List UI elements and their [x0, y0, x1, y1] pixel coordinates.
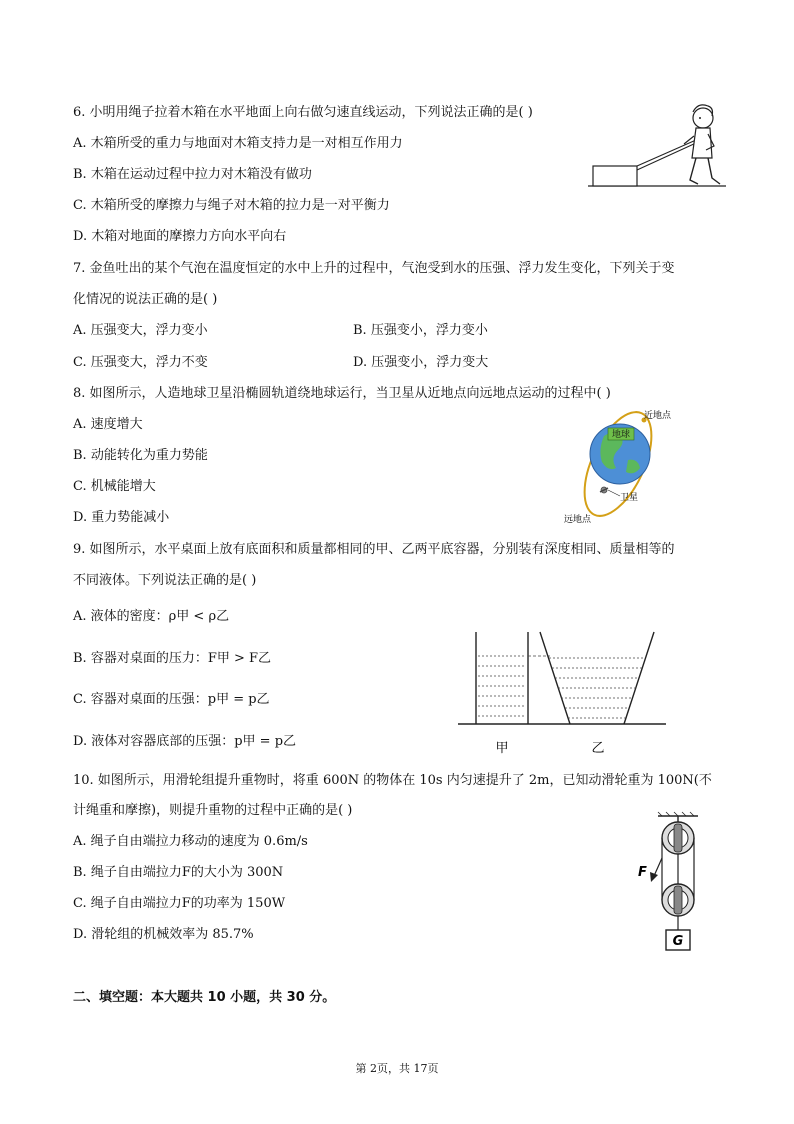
q7-option-d: D. 压强变小，浮力变大	[353, 355, 489, 370]
earth-label: 地球	[611, 430, 631, 440]
q6-option-b: B. 木箱在运动过程中拉力对木箱没有做功	[73, 167, 312, 182]
q10-option-a: A. 绳子自由端拉力移动的速度为 0.6m/s	[73, 834, 308, 849]
q10-stem-line1: 10. 如图所示，用滑轮组提升重物时，将重 600N 的物体在 10s 内匀速提升了 2m，已知动滑轮重为 100N(不	[73, 773, 712, 788]
q7-option-b: B. 压强变小，浮力变小	[353, 323, 488, 338]
page-footer: 第 2页，共 17页	[355, 1062, 439, 1075]
q7-stem-line1: 7. 金鱼吐出的某个气泡在温度恒定的水中上升的过程中，气泡受到水的压强、浮力发生变化，下列关于变	[73, 261, 675, 276]
q6-option-c: C. 木箱所受的摩擦力与绳子对木箱的拉力是一对平衡力	[73, 198, 390, 213]
force-label: F	[638, 865, 647, 880]
perigee-label: 近地点	[644, 411, 672, 421]
q8-option-a: A. 速度增大	[73, 417, 143, 432]
q6-option-a: A. 木箱所受的重力与地面对木箱支持力是一对相互作用力	[73, 136, 403, 151]
q9-stem-line2: 不同液体。下列说法正确的是( )	[73, 573, 257, 588]
q9-option-c: C. 容器对桌面的压强：p甲 = p乙	[73, 692, 270, 707]
figure-boy-pulling-box	[588, 100, 728, 200]
q7-option-a: A. 压强变大，浮力变小	[73, 323, 208, 338]
q10-option-d: D. 滑轮组的机械效率为 85.7%	[73, 927, 254, 942]
q9-option-a: A. 液体的密度：ρ甲 < ρ乙	[73, 609, 230, 624]
q10-option-b: B. 绳子自由端拉力F的大小为 300N	[73, 865, 284, 880]
figure-satellite-orbit	[560, 406, 680, 528]
q9-option-d: D. 液体对容器底部的压强：p甲 = p乙	[73, 734, 297, 749]
q8-option-c: C. 机械能增大	[73, 479, 156, 494]
figure-pulley-system	[636, 814, 706, 954]
q10-stem-line2: 计绳重和摩擦)，则提升重物的过程中正确的是( )	[73, 803, 353, 818]
container-left-label: 甲	[495, 741, 509, 756]
q8-option-b: B. 动能转化为重力势能	[73, 448, 208, 463]
q9-stem-line1: 9. 如图所示，水平桌面上放有底面积和质量都相同的甲、乙两平底容器，分别装有深度相同、质量相等的	[73, 542, 675, 557]
q9-option-b: B. 容器对桌面的压力：F甲 > F乙	[73, 651, 272, 666]
apogee-label: 远地点	[564, 515, 592, 525]
q10-option-c: C. 绳子自由端拉力F的功率为 150W	[73, 896, 286, 911]
q6-stem: 6. 小明用绳子拉着木箱在水平地面上向右做匀速直线运动，下列说法正确的是( )	[73, 105, 533, 120]
q8-stem: 8. 如图所示，人造地球卫星沿椭圆轨道绕地球运行，当卫星从近地点向远地点运动的过程中( )	[73, 386, 611, 401]
q8-option-d: D. 重力势能减小	[73, 510, 170, 525]
satellite-label: 卫星	[620, 493, 639, 503]
figure-two-containers	[456, 626, 668, 762]
section-2-heading: 二、填空题：本大题共 10 小题，共 30 分。	[73, 990, 336, 1005]
q7-option-c: C. 压强变大，浮力不变	[73, 355, 208, 370]
container-right-label: 乙	[591, 741, 605, 756]
weight-label: G	[672, 934, 684, 949]
q6-option-d: D. 木箱对地面的摩擦力方向水平向右	[73, 229, 287, 244]
q7-stem-line2: 化情况的说法正确的是( )	[73, 292, 218, 307]
